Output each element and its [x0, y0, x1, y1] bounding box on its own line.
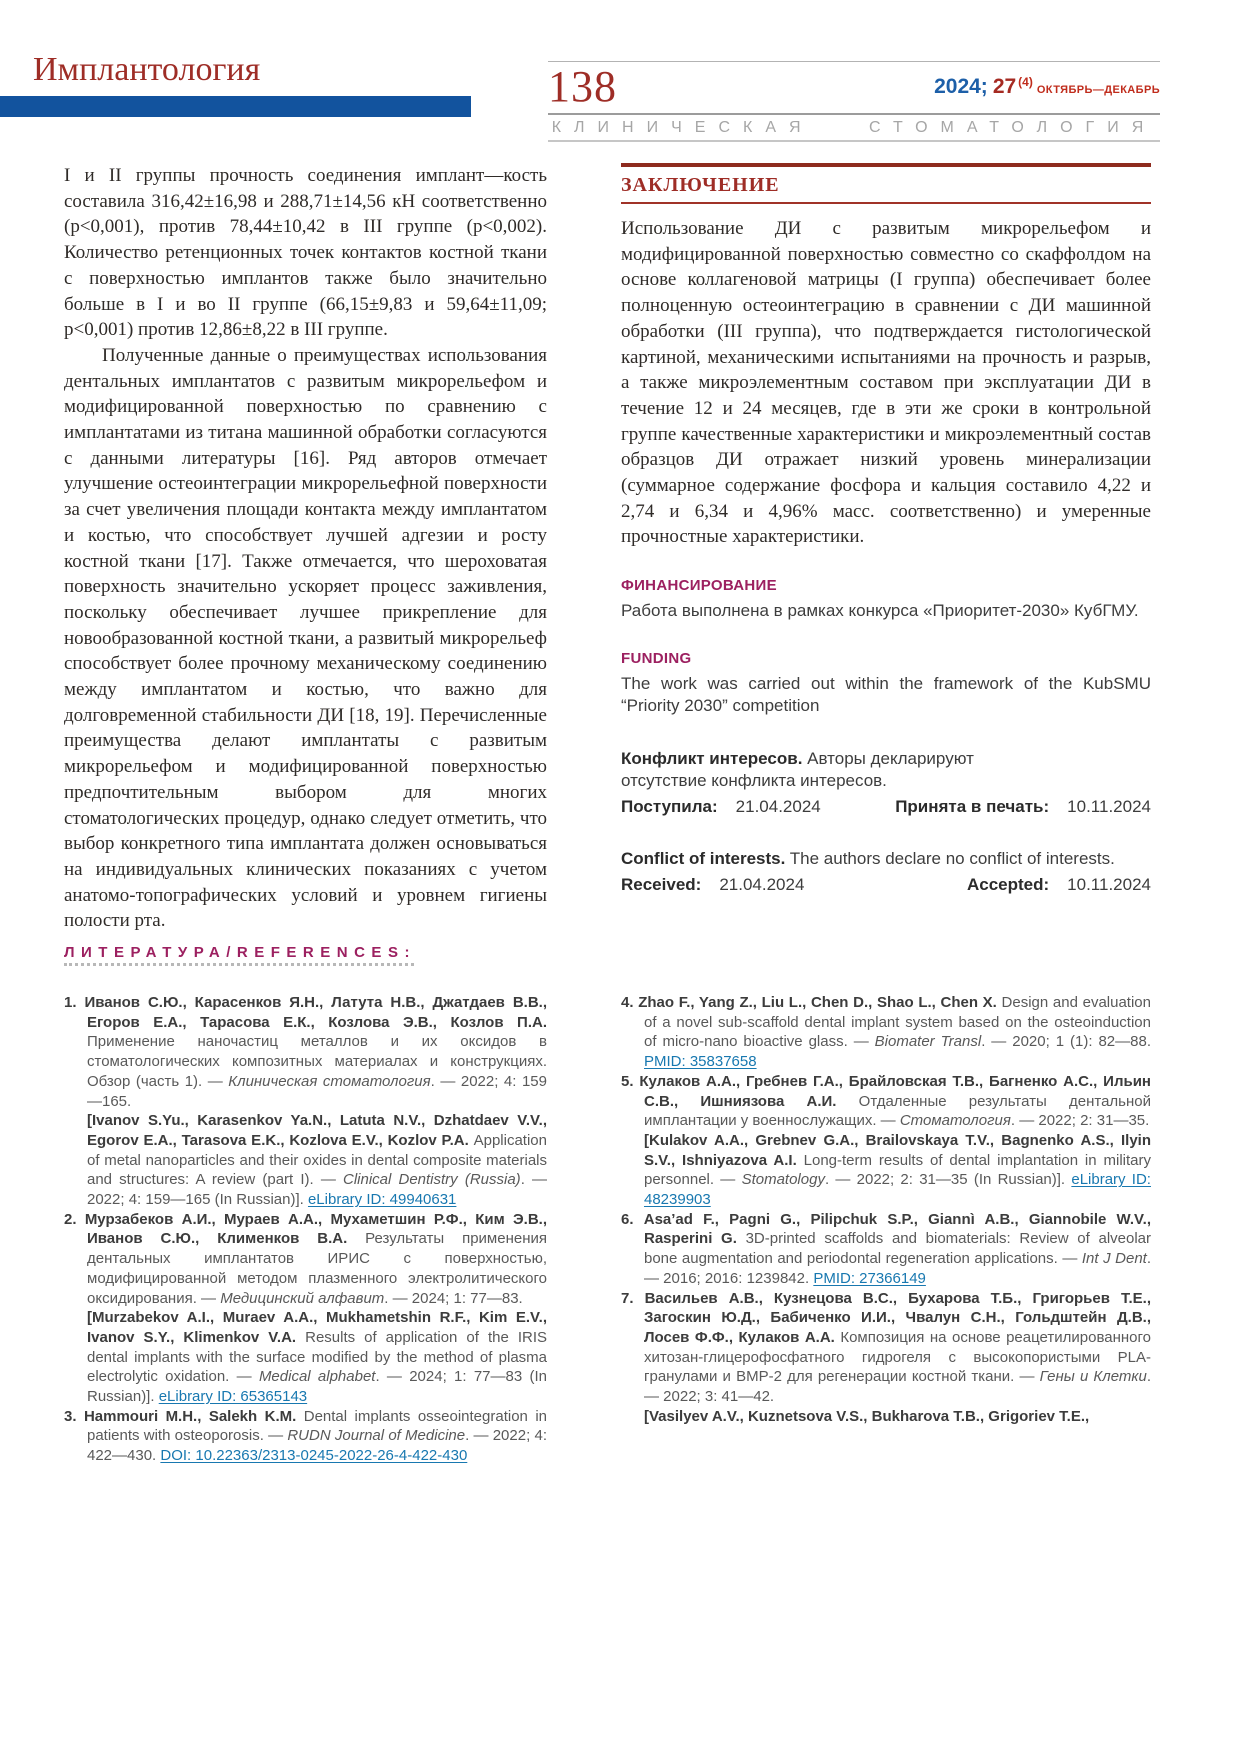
accepted-group-ru [895, 796, 1151, 819]
dates-row-en [621, 874, 1151, 897]
reference-text: . — 2020; 1 (1): 82—88. [981, 1033, 1151, 1051]
left-column [64, 163, 547, 934]
accepted-date-ru: 10.11.2024 [1067, 796, 1151, 816]
reference-text: [Murzabekov A.I., Muraev A.A., Mukhametshin R.F., Kim E.V., Ivanov S.Y., Klimenkov V.A. [87, 1309, 547, 1346]
accepted-date-en: 10.11.2024 [1067, 874, 1151, 894]
reference-text: Dental implants osseointegration in patients with osteoporosis. — [87, 1407, 547, 1445]
reference-number: 4. [621, 994, 639, 1011]
accepted-label-ru: Принята в печать: [895, 796, 1050, 816]
reference-text: Кулаков А.А., Гребнев Г.А., Брайловская Т.В., Багненко А.С., Ильин С.В., Ишниязова А.И. [639, 1072, 1151, 1110]
reference-link[interactable]: PMID: 35837658 [644, 1053, 757, 1071]
reference-text: Medical alphabet [258, 1368, 376, 1386]
conflict-statement-ru: Авторы декларируют отсутствие конфликта интересов. [621, 748, 974, 791]
reference-text: Гены и Клетки [1039, 1368, 1147, 1386]
intro-paragraph-2: Полученные данные о преимуществах использования дентальных имплантатов с развитым микрорельефом и модифицированной поверхностью по сравнению с имплантатами из титана машинной обработки согласуются с данными литературы [16]. Ряд авторов отмечает улучшение остеоинтеграции микрорельефной поверхности за счет увеличения площади контакта между имплантатом и костью, что способствует лучшей адгезии и росту костной ткани [17]. Также отмечается, что шероховатая поверхность значительно ускоряет процесс заживления, поскольку обеспечивает лучшее прикрепление для новообразованной костной ткани, а развитый микрорельеф способствует более прочному механическому соединению между имплантатом и костью, что важно для долговременной стабильности ДИ [18, 19]. Перечисленные преимущества делают имплантаты с развитым микрорельефом и модифицированной поверхностью предпочтительным выбором для многих стоматологических процедур, однако следует отметить, что выбор конкретного типа имплантата должен основываться на индивидуальных клинических показаниях с учетом анатомо-топографических условий и уровнем гигиены полости рта. [64, 344, 547, 932]
reference-number: 6. [621, 1210, 644, 1228]
reference-text: . — 2022; 3: 41—42. [644, 1368, 1151, 1406]
funding-text-en: The work was carried out within the framework of the KubSMU “Priority 2030” competition [621, 673, 1151, 716]
references-dotted-rule [64, 963, 414, 966]
reference-text: Biomater Transl [874, 1033, 982, 1051]
reference-text: Clinical Dentistry (Russia) [343, 1171, 521, 1189]
reference-link[interactable]: eLibrary ID: 65365143 [158, 1388, 308, 1406]
reference-link[interactable]: DOI: 10.22363/2313-0245-2022-26-4-422-430 [160, 1447, 468, 1465]
reference-text: Клиническая стоматология [228, 1072, 431, 1090]
conflict-label-ru: Конфликт интересов. [621, 748, 803, 768]
funding-heading-en: FUNDING [621, 649, 692, 667]
reference-text: Мурзабеков А.И., Мураев А.А., Мухаметшин Р.Ф., Ким Э.В., Иванов С.Ю., Клименков В.А. [84, 1210, 547, 1248]
reference-text: Иванов С.Ю., Карасенков Я.Н., Латута Н.В., Джатдаев В.В., Егоров Е.А., Тарасова Е.К., Козлова Э.В., Козлов П.А. [84, 994, 547, 1031]
reference-text: [Kulakov A.A., Grebnev G.A., Brailovskaya T.V., Bagnenko A.S., Ilyin S.V., Ishniyazova A.I. [644, 1131, 1151, 1169]
reference-text: [Ivanov S.Yu., Karasenkov Ya.N., Latuta N.V., Dzhatdaev V.V., Egorov E.A., Tarasova E.K., Kozlova E.V., Kozlov P.A. [87, 1112, 547, 1149]
reference-text: RUDN Journal of Medicine [287, 1427, 466, 1445]
reference-text: Stomatology [741, 1171, 825, 1189]
reference-item [64, 1407, 547, 1466]
reference-number: 5. [621, 1072, 640, 1090]
reference-text: . — 2016; 2016: 1239842. [644, 1250, 1151, 1287]
received-group-ru [621, 796, 821, 819]
reference-text: Результаты применения дентальных имплантатов ИРИС с поверхностью, модифицированной методом плазменного электролитического оксидирования. — [87, 1230, 547, 1307]
reference-link[interactable]: eLibrary ID: 49940631 [307, 1191, 457, 1209]
reference-item [621, 1289, 1151, 1427]
received-group-en [621, 874, 804, 897]
reference-item [621, 1072, 1151, 1210]
conclusion-heading: ЗАКЛЮЧЕНИЕ [621, 163, 1151, 204]
reference-number: 7. [621, 1289, 645, 1307]
received-date-ru: 21.04.2024 [735, 796, 821, 816]
conflict-of-interest-en [621, 848, 1151, 896]
reference-link[interactable]: PMID: 27366149 [813, 1269, 926, 1287]
reference-text: Application of metal nanoparticles and their oxides in dental composite materials and structures: A review (part I). — [87, 1131, 547, 1189]
reference-item [621, 1210, 1151, 1289]
reference-text: Design and evaluation of a novel sub-scaffold dental implant system based on the osteoinduction of micro-nano bioactive glass. — [644, 994, 1151, 1051]
reference-text: Int J Dent [1081, 1250, 1147, 1268]
reference-number: 3. [64, 1407, 84, 1425]
issue-year: 2024; [934, 75, 988, 98]
conflict-text-ru [621, 748, 1059, 793]
references-column-right [621, 993, 1151, 1466]
page-header [548, 61, 1160, 142]
reference-number: 2. [64, 1210, 85, 1228]
reference-item [64, 1210, 547, 1407]
reference-text: . — 2022; 4: 159—165 (In Russian)]. [87, 1171, 548, 1209]
issue-number: (4) [1018, 75, 1033, 89]
conflict-text-en [621, 848, 1151, 871]
reference-text: Zhao F., Yang Z., Liu L., Chen D., Shao L., Chen X. [638, 994, 1002, 1011]
reference-text: Long-term results of dental implantation in military personnel. — [644, 1151, 1151, 1189]
section-label: Имплантология [33, 51, 261, 88]
reference-text: Стоматология [899, 1112, 1011, 1130]
reference-link[interactable]: eLibrary ID: 48239903 [644, 1171, 1151, 1209]
references-heading: ЛИТЕРАТУРА/REFERENCES: [64, 944, 416, 961]
funding-heading-ru: ФИНАНСИРОВАНИЕ [621, 577, 777, 595]
references-column-left [64, 993, 547, 1466]
reference-item [621, 993, 1151, 1072]
conclusion-text: Использование ДИ с развитым микрорельефом и модифицированной поверхностью совместно со скаффолдом на основе коллагеновой матрицы (I группа) обеспечивает более полноценную остеоинтеграцию в сравнении с ДИ машинной обработки (III группа), что подтверждается гистологической картиной, механическими испытаниями на прочность и разрыв, а также микроэлементным составом при эксплуатации ДИ в течение 12 и 24 месяцев, где в эти же сроки в контрольной группе качественные характеристики и микроэлементный состав образцов ДИ отражает низкий уровень минерализации (суммарное содержание фосфора и кальция составило 4,22 и 2,74 и 6,34 и 4,96% масс. соответственно) и умеренные прочностные характеристики. [621, 218, 1151, 548]
reference-text: Композиция на основе реацетилированного хитозан-глицерофосфатного гидрогеля с высокопористыми PLA-гранулами и BMP-2 для регенерации костной ткани. — [644, 1328, 1151, 1386]
reference-item [64, 993, 547, 1210]
header-rule-bottom [548, 140, 1160, 142]
reference-text: . — 2024; 1: 77—83 (In Russian)]. [87, 1368, 547, 1406]
references-section [64, 944, 1151, 1466]
issue-volume: 27 [992, 75, 1017, 98]
section-accent-bar [0, 96, 471, 117]
accepted-group-en [967, 874, 1151, 897]
received-date-en: 21.04.2024 [719, 874, 805, 894]
reference-text: . — 2024; 1: 77—83. [384, 1289, 523, 1307]
reference-text: . — 2022; 4: 422—430. [87, 1427, 547, 1465]
reference-text: . — 2022; 2: 31—35 (In Russian)]. [824, 1171, 1072, 1189]
received-label-ru: Поступила: [621, 796, 718, 816]
reference-text: . — 2022; 2: 31—35. [1010, 1112, 1150, 1130]
conflict-label-en: Conflict of interests. [621, 849, 786, 869]
right-column [621, 163, 1151, 896]
conflict-of-interest-ru [621, 748, 1151, 819]
received-label-en: Received: [621, 874, 702, 894]
reference-text: Asa’ad F., Pagni G., Pilipchuk S.P., Giannì A.B., Giannobile W.V., Rasperini G. [643, 1210, 1151, 1248]
journal-name: КЛИНИЧЕСКАЯ СТОМАТОЛОГИЯ [551, 119, 1157, 136]
intro-paragraph-1: I и II группы прочность соединения имплант—кость составила 316,42±16,98 и 288,71±14,56 кН соответственно (p<0,001), против 78,44±10,42 в III группе (p<0,002). Количество ретенционных точек контактов костной ткани с поверхностью имплантов также было значительно больше в I и во II группе (66,15±9,83 и 59,64±11,09; p<0,001) против 12,86±8,22 в III группе. [64, 165, 547, 341]
dates-row-ru [621, 796, 1151, 819]
funding-text-ru: Работа выполнена в рамках конкурса «Приоритет-2030» КубГМУ. [621, 601, 1139, 621]
reference-number: 1. [64, 994, 85, 1011]
conflict-statement-en: The authors declare no conflict of interests. [789, 849, 1115, 869]
issue-info [934, 64, 1160, 99]
accepted-label-en: Accepted: [966, 874, 1050, 894]
reference-text: Применение наночастиц металлов и их оксидов в стоматологических композитных материалах и конструкциях. Обзор (часть 1). — [87, 1033, 547, 1090]
reference-text: 3D-printed scaffolds and biomaterials: Review of alveolar bone augmentation and periodontal regeneration applications. — [644, 1230, 1152, 1268]
issue-months: ОКТЯБРЬ—ДЕКАБРЬ [1036, 84, 1160, 96]
page-number: 138 [548, 62, 617, 111]
reference-text: Results of application of the IRIS dental implants with the surface modified by the method of plasma electrolytic oxidation. — [87, 1328, 547, 1386]
reference-text: Hammouri M.H., Salekh K.M. [83, 1407, 304, 1425]
reference-text: Медицинский алфавит [220, 1289, 385, 1307]
reference-text: Отдаленные результаты дентальной имплантации у военнослужащих. — [644, 1092, 1151, 1130]
reference-text: . — 2022; 4: 159—165. [87, 1072, 547, 1110]
reference-text: Васильев А.В., Кузнецова В.С., Бухарова Т.Б., Григорьев Т.Е., Загоскин Ю.Д., Бабиченко И.И., Чвалун С.Н., Гольдштейн Д.В., Лосев Ф.Ф., Кулаков А.А. [644, 1289, 1151, 1346]
reference-text: [Vasilyev A.V., Kuznetsova V.S., Bukharova T.B., Grigoriev T.E., [644, 1407, 1090, 1425]
